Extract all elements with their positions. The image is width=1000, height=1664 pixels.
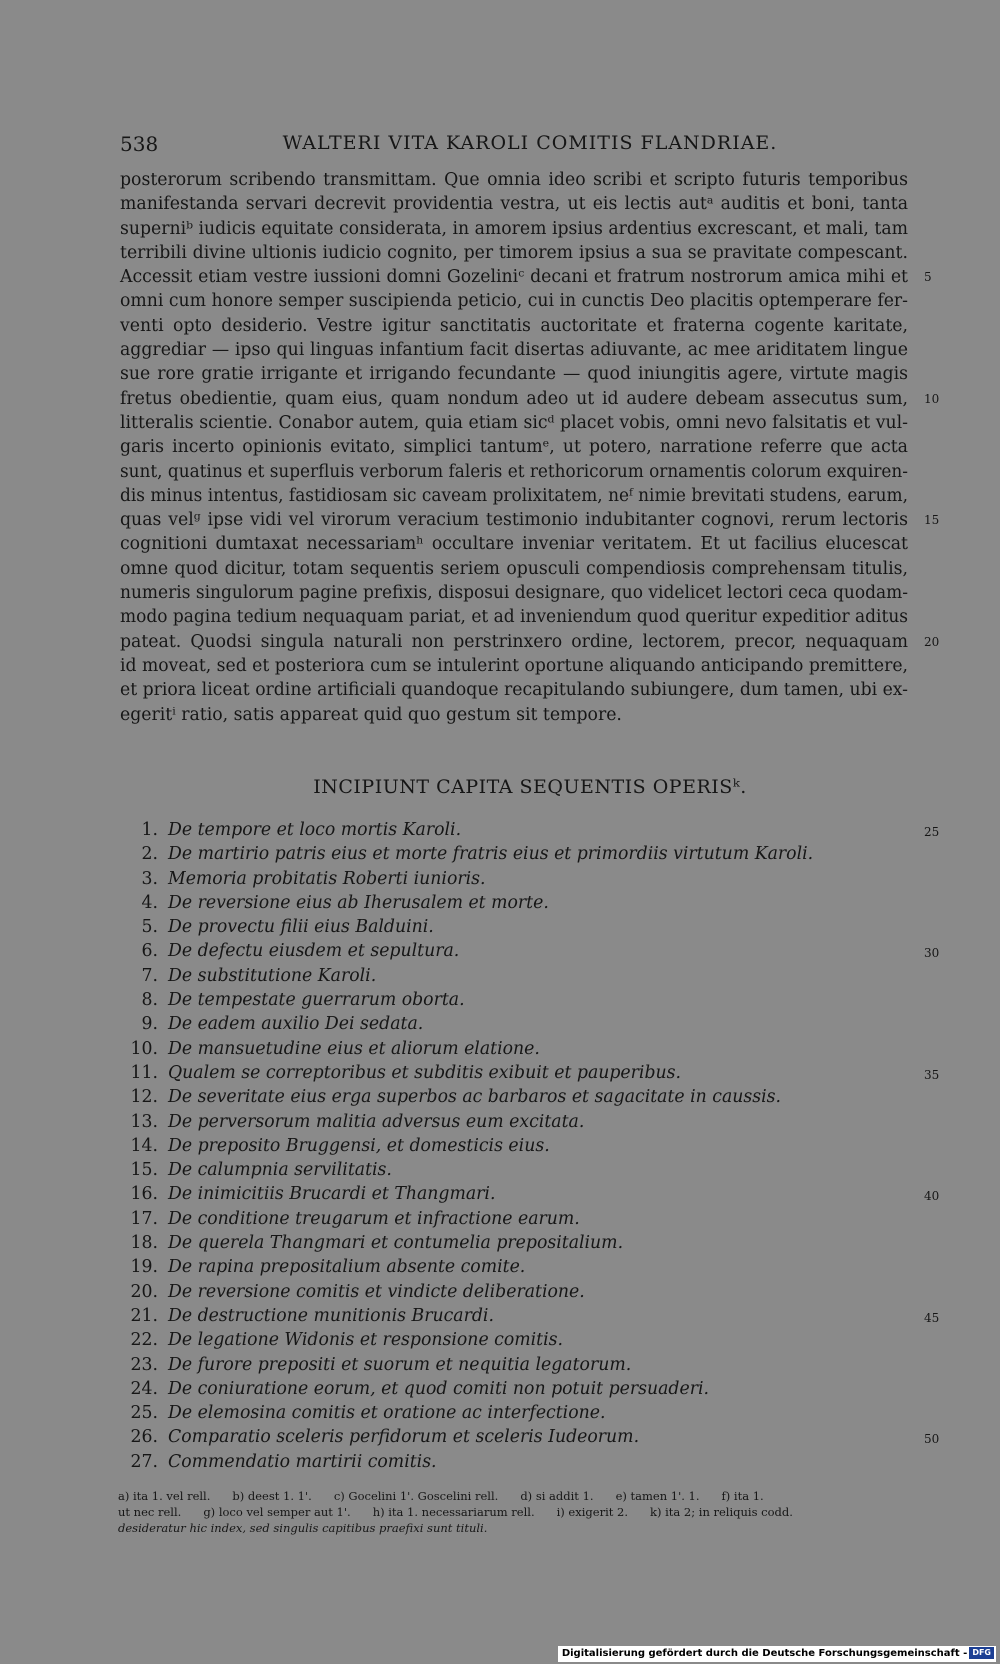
line-text: superniᵇ iudicis equitate considerata, in amorem ipsius ardentius excrescant, et mali, tam xyxy=(120,218,908,239)
chapter-number: 8. xyxy=(141,990,158,1011)
footnote-text: d) si addit 1. xyxy=(520,1489,594,1503)
chapter-item xyxy=(118,939,940,963)
line-number: 40 xyxy=(924,1189,940,1204)
chapter-number: 9. xyxy=(141,1014,158,1035)
footnote-line xyxy=(118,1488,918,1504)
text-line xyxy=(120,387,940,411)
chapter-number: 17. xyxy=(130,1208,158,1229)
line-text: terribili divine ultionis iudicio cognito, per timorem ipsius a sua se pravitate compescant. xyxy=(120,242,908,263)
line-text: dis minus intentus, fastidiosam sic caveam prolixitatem, neᶠ nimie brevitati studens, earum, xyxy=(120,485,908,506)
text-line xyxy=(120,435,918,459)
text-line xyxy=(120,508,940,532)
chapter-item xyxy=(118,818,940,842)
line-text: pateat. Quodsi singula naturali non perstrinxero ordine, lectorem, precor, nequaquam xyxy=(120,631,908,652)
chapter-item xyxy=(118,1110,940,1134)
line-number: 15 xyxy=(924,513,940,528)
footnote-text: e) tamen 1'. 1. xyxy=(615,1489,700,1503)
chapter-title: De destructione munitionis Brucardi. xyxy=(168,1305,494,1326)
page-header xyxy=(120,132,940,162)
line-text: modo pagina tedium nequaquam pariat, et ad inveniendum quod queritur expeditior aditus xyxy=(120,607,908,628)
chapter-number: 13. xyxy=(130,1111,158,1132)
chapter-title: De defectu eiusdem et sepultura. xyxy=(168,941,460,962)
line-text: venti opto desiderio. Vestre igitur sanctitatis auctoritate et fraterna cogente karitate, xyxy=(120,315,908,336)
chapter-title: De tempore et loco mortis Karoli. xyxy=(168,820,462,840)
preface-text xyxy=(120,168,940,727)
line-text: sunt, quatinus et superfluis verborum faleris et rethoricorum ornamentis colorum exquiren- xyxy=(120,461,908,482)
line-text: id moveat, sed et posteriora cum se intulerint oportune aliquando anticipando premittere, xyxy=(120,655,908,676)
chapter-title: De substitutione Karoli. xyxy=(168,965,377,986)
text-line xyxy=(120,241,918,265)
chapter-title: De rapina prepositalium absente comite. xyxy=(168,1257,526,1278)
line-text: litteralis scientie. Conabor autem, quia etiam sicᵈ placet vobis, omni nevo falsitatis et vul- xyxy=(120,412,908,433)
footnote-text: f) ita 1. xyxy=(721,1489,764,1503)
text-line xyxy=(120,532,918,556)
text-line xyxy=(120,557,918,581)
running-title: WALTERI VITA KAROLI COMITIS FLANDRIAE. xyxy=(282,132,778,154)
chapter-title: De mansuetudine eius et aliorum elatione. xyxy=(168,1038,540,1059)
chapter-number: 15. xyxy=(130,1160,158,1181)
chapter-number: 20. xyxy=(130,1281,158,1302)
chapter-item xyxy=(118,1061,940,1085)
chapter-title: De querela Thangmari et contumelia prepositalium. xyxy=(168,1233,624,1254)
chapter-title: De reversione comitis et vindicte deliberatione. xyxy=(168,1281,585,1302)
chapter-number: 2. xyxy=(141,844,158,865)
footnote-line xyxy=(118,1520,918,1536)
line-number: 10 xyxy=(924,391,940,406)
footnote-text: desideratur hic index, sed singulis capitibus praefixi sunt tituli. xyxy=(118,1521,488,1535)
chapter-item xyxy=(118,1353,940,1377)
line-number: 35 xyxy=(924,1067,940,1082)
text-line xyxy=(120,362,918,386)
chapter-number: 10. xyxy=(130,1038,158,1059)
chapter-item xyxy=(118,1158,940,1182)
chapter-number: 11. xyxy=(130,1062,158,1083)
line-text: posterorum scribendo transmittam. Que omnia ideo scribi et scripto futuris temporibus xyxy=(120,170,908,190)
line-text: omni cum honore semper suscipienda peticio, cui in cunctis Deo placitis optemperare fer- xyxy=(120,291,908,312)
footnote-text: b) deest 1. 1'. xyxy=(232,1489,312,1503)
chapter-item xyxy=(118,1280,940,1304)
chapter-title: De elemosina comitis et oratione ac interfectione. xyxy=(168,1403,606,1424)
footnote-text: g) loco vel semper aut 1'. xyxy=(203,1505,351,1519)
chapter-number: 4. xyxy=(141,892,158,913)
text-line xyxy=(120,168,918,192)
chapter-number: 16. xyxy=(130,1184,158,1205)
chapter-number: 7. xyxy=(141,965,158,986)
chapter-item xyxy=(118,1377,940,1401)
text-line xyxy=(120,654,918,678)
line-number: 20 xyxy=(924,634,940,649)
page-number: 538 xyxy=(120,132,159,156)
chapter-item xyxy=(118,1231,940,1255)
chapter-item xyxy=(118,1328,940,1352)
chapter-number: 21. xyxy=(130,1305,158,1326)
chapter-title: De calumpnia servilitatis. xyxy=(168,1160,392,1181)
chapter-item xyxy=(118,1255,940,1279)
footnote-line xyxy=(118,1504,918,1520)
footnotes xyxy=(118,1488,918,1536)
text-line xyxy=(120,460,918,484)
chapter-item xyxy=(118,1037,940,1061)
footnote-text: a) ita 1. vel rell. xyxy=(118,1489,211,1503)
line-text: et priora liceat ordine artificiali quandoque recapitulando subiungere, dum tamen, ubi ex- xyxy=(120,680,908,701)
chapter-item xyxy=(118,842,940,866)
chapter-item xyxy=(118,1085,940,1109)
chapter-item xyxy=(118,1425,940,1449)
text-line xyxy=(120,581,918,605)
footnote-text: k) ita 2; in reliquis codd. xyxy=(650,1505,793,1519)
chapter-title: De tempestate guerrarum oborta. xyxy=(168,990,465,1011)
chapter-item xyxy=(118,1134,940,1158)
chapter-number: 23. xyxy=(130,1354,158,1375)
line-number: 50 xyxy=(924,1432,940,1447)
chapter-number: 18. xyxy=(130,1233,158,1254)
text-line xyxy=(120,265,932,289)
chapter-title: De perversorum malitia adversus eum excitata. xyxy=(168,1111,585,1132)
chapter-title: Comparatio sceleris perfidorum et sceleris Iudeorum. xyxy=(168,1427,640,1448)
line-number: 30 xyxy=(924,946,940,961)
chapter-number: 19. xyxy=(130,1257,158,1278)
chapter-number: 27. xyxy=(130,1451,158,1472)
chapter-item xyxy=(118,1304,940,1328)
chapter-title: Qualem se correptoribus et subditis exibuit et pauperibus. xyxy=(168,1062,682,1083)
chapter-item xyxy=(118,1401,940,1425)
line-text: numeris singulorum pagine prefixis, disposui designare, quo videlicet lectori ceca quodam- xyxy=(120,583,908,604)
line-number: 45 xyxy=(924,1310,940,1325)
chapter-title: De inimicitiis Brucardi et Thangmari. xyxy=(168,1184,496,1205)
text-line xyxy=(120,314,918,338)
dfg-logo: DFG xyxy=(969,1647,994,1659)
text-line xyxy=(120,289,918,313)
text-line xyxy=(120,678,918,702)
section-heading: INCIPIUNT CAPITA SEQUENTIS OPERISᵏ. xyxy=(313,776,747,798)
chapter-number: 26. xyxy=(130,1427,158,1448)
chapter-list xyxy=(118,818,940,1474)
footnote-text: h) ita 1. necessariarum rell. xyxy=(372,1505,535,1519)
line-number: 5 xyxy=(924,270,932,285)
line-text: cognitioni dumtaxat necessariamʰ occultare inveniar veritatem. Et ut facilius elucescat xyxy=(120,534,908,555)
text-line xyxy=(120,605,918,629)
line-text: garis incerto opinionis evitato, simplici tantumᵉ, ut potero, narratione referre que acta xyxy=(120,437,908,458)
chapter-item xyxy=(118,1207,940,1231)
text-line xyxy=(120,630,940,654)
text-line xyxy=(120,411,918,435)
line-text: manifestanda servari decrevit providentia vestra, ut eis lectis autᵃ auditis et boni, tanta xyxy=(120,194,908,215)
credit-text: Digitalisierung gefördert durch die Deutsche Forschungsgemeinschaft - xyxy=(561,1648,968,1659)
chapter-title: De eadem auxilio Dei sedata. xyxy=(168,1014,424,1035)
line-text: sue rore gratie irrigante et irrigando fecundante — quod iniungitis agere, virtute magis xyxy=(120,364,908,385)
line-number: 25 xyxy=(924,825,940,839)
text-line xyxy=(120,703,918,727)
chapter-title: De severitate eius erga superbos ac barbaros et sagacitate in caussis. xyxy=(168,1087,782,1108)
chapter-item xyxy=(118,1450,940,1474)
chapter-title: De martirio patris eius et morte fratris eius et primordiis virtutum Karoli. xyxy=(168,844,814,865)
chapter-title: De furore prepositi et suorum et nequitia legatorum. xyxy=(168,1354,632,1375)
chapter-number: 24. xyxy=(130,1378,158,1399)
chapter-number: 3. xyxy=(141,868,158,889)
chapter-item xyxy=(118,1012,940,1036)
chapter-number: 12. xyxy=(130,1087,158,1108)
text-line xyxy=(120,192,918,216)
chapter-number: 1. xyxy=(141,820,158,840)
footnote-text: ut nec rell. xyxy=(118,1505,182,1519)
text-line xyxy=(120,484,918,508)
chapter-number: 6. xyxy=(141,941,158,962)
chapter-number: 14. xyxy=(130,1135,158,1156)
chapter-title: De provectu filii eius Balduini. xyxy=(168,917,434,938)
chapter-title: De legatione Widonis et responsione comitis. xyxy=(168,1330,563,1351)
chapter-item xyxy=(118,988,940,1012)
footnote-text: i) exigerit 2. xyxy=(556,1505,628,1519)
chapter-item xyxy=(118,867,940,891)
chapter-number: 22. xyxy=(130,1330,158,1351)
digitization-credit xyxy=(558,1646,996,1662)
line-text: Accessit etiam vestre iussioni domni Gozeliniᶜ decani et fratrum nostrorum amica mihi et xyxy=(120,267,908,288)
chapter-item xyxy=(118,891,940,915)
chapter-title: Memoria probitatis Roberti iunioris. xyxy=(168,868,486,889)
chapter-number: 5. xyxy=(141,917,158,938)
text-line xyxy=(120,217,918,241)
chapter-title: De reversione eius ab Iherusalem et morte. xyxy=(168,892,549,913)
line-text: quas velᵍ ipse vidi vel virorum veracium testimonio indubitanter cognovi, rerum lectoris xyxy=(120,510,908,531)
line-text: omne quod dicitur, totam sequentis seriem opusculi compendiosis comprehensam titulis, xyxy=(120,558,908,579)
chapter-title: De conditione treugarum et infractione earum. xyxy=(168,1208,580,1229)
footnote-text: c) Gocelini 1'. Goscelini rell. xyxy=(333,1489,499,1503)
text-line xyxy=(120,338,918,362)
chapter-item xyxy=(118,964,940,988)
chapter-item xyxy=(118,915,940,939)
line-text: fretus obedientie, quam eius, quam nondum adeo ut id audere debeam assecutus sum, xyxy=(120,388,908,409)
chapter-number: 25. xyxy=(130,1403,158,1424)
line-text: aggrediar — ipso qui linguas infantium facit disertas adiuvante, ac mee ariditatem lingue xyxy=(120,340,908,361)
chapter-title: Commendatio martirii comitis. xyxy=(168,1451,437,1472)
chapter-title: De coniuratione eorum, et quod comiti non potuit persuaderi. xyxy=(168,1378,709,1399)
chapter-title: De preposito Bruggensi, et domesticis eius. xyxy=(168,1135,550,1156)
line-text: egeritⁱ ratio, satis appareat quid quo gestum sit tempore. xyxy=(120,704,622,725)
chapter-item xyxy=(118,1182,940,1206)
